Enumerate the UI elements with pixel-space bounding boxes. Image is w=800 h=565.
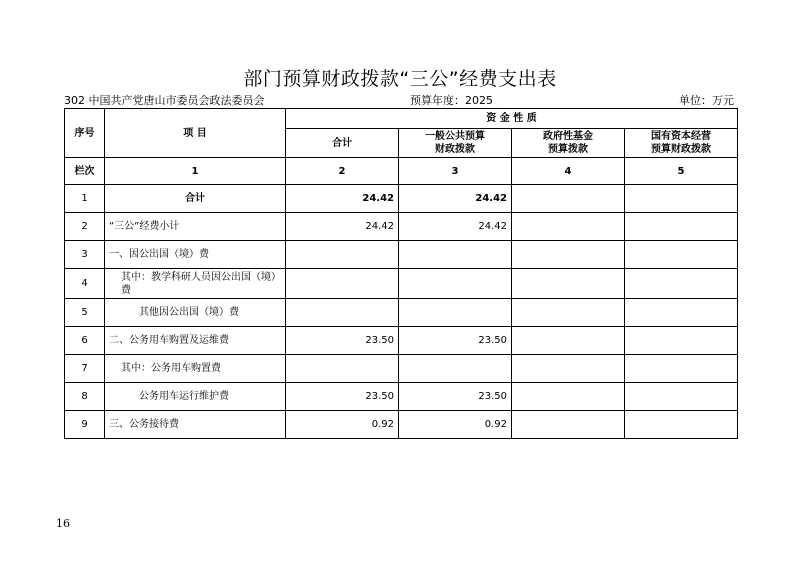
row-gov-fund (512, 241, 625, 269)
row-gov-fund (512, 383, 625, 411)
row-seq: 2 (65, 213, 105, 241)
table-row (65, 355, 738, 383)
row-state-capital (625, 327, 738, 355)
row-state-capital (625, 185, 738, 213)
row-total (286, 355, 399, 383)
column-2: 2 (286, 158, 399, 185)
table-row (65, 213, 738, 241)
header-row-1 (65, 109, 738, 129)
table-row (65, 241, 738, 269)
row-total (286, 299, 399, 327)
table-row (65, 299, 738, 327)
header-total: 合计 (286, 129, 399, 158)
row-seq: 6 (65, 327, 105, 355)
row-total: 23.50 (286, 383, 399, 411)
budget-year: 预算年度：2025 (410, 94, 493, 107)
row-seq: 5 (65, 299, 105, 327)
column-3: 3 (399, 158, 512, 185)
row-general: 0.92 (399, 411, 512, 439)
row-total: 24.42 (286, 185, 399, 213)
column-5: 5 (625, 158, 738, 185)
table-row (65, 185, 738, 213)
header-gov-fund: 政府性基金 预算拨款 (512, 129, 625, 158)
page-title: 部门预算财政拨款“三公”经费支出表 (243, 68, 557, 90)
row-state-capital (625, 241, 738, 269)
column-number-row (65, 158, 738, 185)
row-state-capital (625, 383, 738, 411)
row-general: 23.50 (399, 383, 512, 411)
row-item: 其他因公出国（境）费 (105, 299, 286, 327)
row-item: 二、公务用车购置及运维费 (105, 327, 286, 355)
page-number: 16 (56, 517, 70, 530)
row-item: 其中：公务用车购置费 (105, 355, 286, 383)
row-seq: 3 (65, 241, 105, 269)
row-total (286, 241, 399, 269)
row-gov-fund (512, 185, 625, 213)
row-general (399, 355, 512, 383)
row-general: 23.50 (399, 327, 512, 355)
header-general: 一般公共预算 财政拨款 (399, 129, 512, 158)
row-total: 0.92 (286, 411, 399, 439)
row-seq: 8 (65, 383, 105, 411)
organization-name: 302 中国共产党唐山市委员会政法委员会 (64, 94, 265, 107)
row-gov-fund (512, 299, 625, 327)
row-general (399, 299, 512, 327)
column-label: 栏次 (65, 158, 105, 185)
row-state-capital (625, 355, 738, 383)
row-item: 一、因公出国（境）费 (105, 241, 286, 269)
row-general: 24.42 (399, 213, 512, 241)
row-item: 其中：教学科研人员因公出国（境）费 (105, 269, 286, 299)
row-item: “三公”经费小计 (105, 213, 286, 241)
row-total (286, 269, 399, 299)
row-seq: 7 (65, 355, 105, 383)
row-state-capital (625, 269, 738, 299)
header-state-capital: 国有资本经营 预算财政拨款 (625, 129, 738, 158)
table-row (65, 383, 738, 411)
row-gov-fund (512, 269, 625, 299)
row-general (399, 241, 512, 269)
row-seq: 9 (65, 411, 105, 439)
column-1: 1 (105, 158, 286, 185)
row-gov-fund (512, 411, 625, 439)
row-general (399, 269, 512, 299)
row-total: 24.42 (286, 213, 399, 241)
budget-table (64, 108, 738, 439)
table-row (65, 327, 738, 355)
row-item: 三、公务接待费 (105, 411, 286, 439)
row-seq: 4 (65, 269, 105, 299)
header-seq: 序号 (65, 109, 105, 158)
row-item: 合计 (105, 185, 286, 213)
row-state-capital (625, 299, 738, 327)
row-gov-fund (512, 327, 625, 355)
table-row (65, 269, 738, 299)
header-item: 项 目 (105, 109, 286, 158)
row-gov-fund (512, 355, 625, 383)
row-state-capital (625, 213, 738, 241)
header-fund-nature: 资 金 性 质 (286, 109, 738, 129)
row-general: 24.42 (399, 185, 512, 213)
row-total: 23.50 (286, 327, 399, 355)
table-row (65, 411, 738, 439)
row-gov-fund (512, 213, 625, 241)
column-4: 4 (512, 158, 625, 185)
row-state-capital (625, 411, 738, 439)
unit-label: 单位：万元 (679, 94, 734, 107)
row-item: 公务用车运行维护费 (105, 383, 286, 411)
row-seq: 1 (65, 185, 105, 213)
